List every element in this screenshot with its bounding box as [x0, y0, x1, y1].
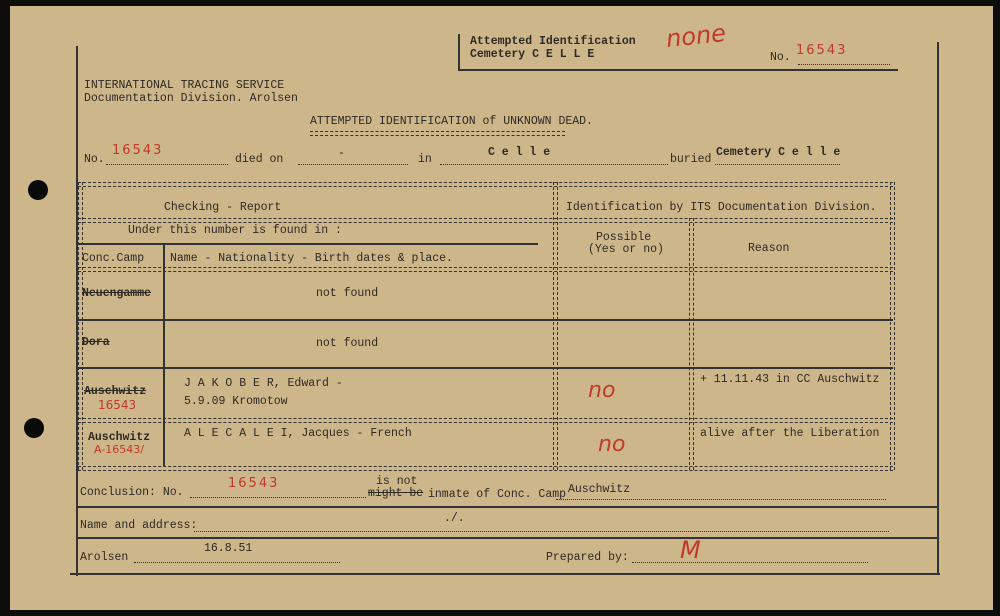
record-in-label: in [418, 153, 432, 166]
row3-details: 5.9.09 Kromotow [184, 395, 288, 408]
row1-name: not found [316, 287, 379, 300]
row4-camp-ref: A-16543/ [94, 443, 144, 456]
row3-possible: no [588, 378, 616, 403]
table-column-header-divider [78, 267, 893, 272]
record-died-dots [298, 164, 408, 165]
header-reason: Reason [748, 242, 790, 255]
under-number-line [78, 243, 538, 245]
col-main-divider [553, 182, 558, 470]
row3-reason: + 11.11.43 in CC Auschwitz [700, 373, 880, 386]
row3-camp: Auschwitz [84, 385, 147, 398]
frame-right [937, 42, 939, 574]
header-title: Attempted Identification [470, 35, 636, 48]
header-no-label: No. [770, 51, 791, 64]
header-name-nationality: Name - Nationality - Birth dates & place. [170, 252, 453, 265]
name-address-label: Name and address: [80, 519, 198, 532]
name-address-underline [76, 537, 938, 539]
row2-name: not found [316, 337, 379, 350]
footer-prepared-signature: M [680, 536, 701, 564]
frame-bottom [70, 573, 940, 575]
footer-date: 16.8.51 [204, 542, 253, 555]
record-buried-label: buried [670, 153, 712, 166]
table-right-border [890, 182, 895, 470]
header-handwritten-note: none [664, 18, 728, 54]
col-possible-divider [689, 218, 694, 470]
row-divider-2 [78, 367, 893, 369]
row-divider-1 [78, 319, 893, 321]
row-divider-3 [78, 418, 893, 423]
name-address-dots [194, 531, 889, 532]
header-possible: Possible [596, 231, 652, 244]
document-card [10, 6, 993, 610]
header-identification: Identification by ITS Documentation Division. [566, 201, 877, 214]
conclusion-no-value: 16543 [228, 476, 280, 491]
header-conc-camp: Conc.Camp [82, 252, 145, 265]
record-no-dots [106, 164, 228, 165]
footer-prepared-label: Prepared by: [546, 551, 629, 564]
org-name: INTERNATIONAL TRACING SERVICE [84, 79, 285, 92]
header-checking-report: Checking - Report [164, 201, 282, 214]
row1-camp: Neuengamme [82, 287, 152, 300]
title-underline [310, 131, 565, 136]
name-address-value: ./. [444, 512, 465, 525]
conclusion-inmate-text: inmate of Conc. Camp [428, 488, 567, 501]
table-bottom-border [78, 466, 893, 471]
punch-hole-bottom [24, 418, 44, 438]
header-box-left [458, 34, 460, 70]
conclusion-camp-dots [556, 499, 886, 500]
header-no-dots [798, 64, 890, 65]
row3-name: J A K O B E R, Edward - [184, 377, 343, 390]
conclusion-no-dots [190, 497, 366, 498]
conclusion-is-not: is not [376, 475, 418, 488]
header-no-value: 16543 [796, 43, 848, 58]
row2-camp: Dora [82, 336, 110, 349]
conclusion-might-be: might be [368, 487, 424, 500]
footer-prepared-dots [632, 562, 868, 563]
record-buried-value: Cemetery C e l l e [716, 146, 841, 159]
header-yes-or-no: (Yes or no) [588, 243, 664, 256]
footer-date-dots [134, 562, 340, 563]
record-no-label: No. [84, 153, 105, 166]
record-in-value: C e l l e [488, 146, 551, 159]
form-title: ATTEMPTED IDENTIFICATION of UNKNOWN DEAD. [310, 115, 593, 128]
row4-possible: no [598, 432, 626, 457]
conclusion-camp: Auschwitz [568, 483, 631, 496]
record-died-value: - [338, 147, 345, 160]
row4-camp: Auschwitz [88, 431, 151, 444]
conclusion-label: Conclusion: No. [80, 486, 184, 499]
table-header-divider [78, 218, 893, 223]
table-left-border [78, 182, 83, 470]
record-buried-dots [715, 164, 840, 165]
col-camp-divider [163, 244, 165, 466]
org-division: Documentation Division. Arolsen [84, 92, 298, 105]
header-cemetery: Cemetery C E L L E [470, 48, 595, 61]
table-top-border [78, 182, 893, 187]
record-no-value: 16543 [112, 143, 164, 158]
row4-reason: alive after the Liberation [700, 427, 880, 440]
record-in-dots [440, 164, 668, 165]
header-box-bottom [458, 69, 898, 71]
footer-place: Arolsen [80, 551, 129, 564]
row3-camp-ref: 16543 [98, 398, 137, 412]
row4-name: A L E C A L E I, Jacques - French [184, 427, 412, 440]
punch-hole-top [28, 180, 48, 200]
conclusion-underline [76, 506, 938, 508]
record-died-label: died on [235, 153, 284, 166]
header-under-number: Under this number is found in : [128, 224, 342, 237]
